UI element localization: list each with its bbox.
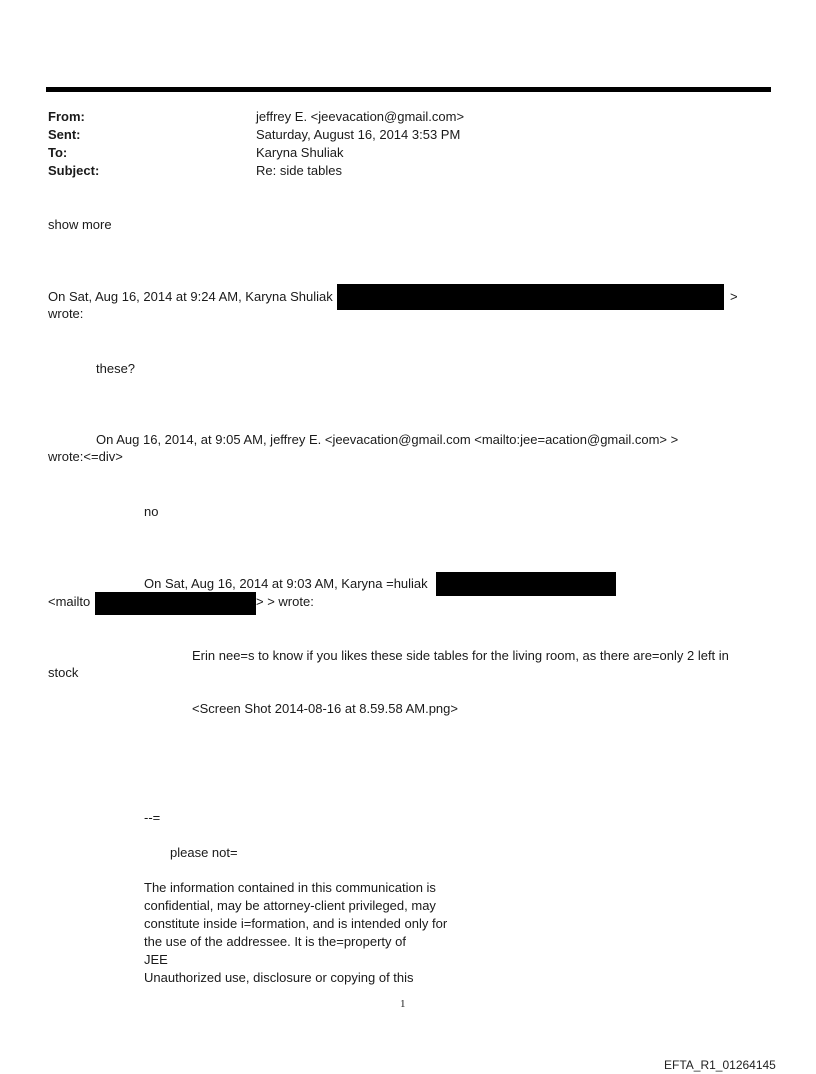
quote1-line2: wrote: (48, 306, 84, 321)
disclaimer-line: the use of the addressee. It is the=property of (144, 934, 406, 949)
page-number: 1 (400, 998, 406, 1010)
disclaimer-line: constitute inside i=formation, and is intended only for (144, 916, 448, 931)
redaction-block (436, 572, 616, 596)
to-value: Karyna Shuliak (256, 145, 344, 160)
disclaimer-line: confidential, may be attorney-client privileged, may (144, 898, 436, 913)
subject-label: Subject: (48, 163, 100, 178)
subject-value: Re: side tables (256, 163, 342, 178)
disclaimer-line: JEE (144, 952, 168, 967)
these-text: these? (96, 361, 136, 376)
quote3-wrote: > > wrote: (256, 594, 314, 609)
quote1-after: > (730, 289, 738, 304)
disclaimer-line: Unauthorized use, disclosure or copying of this (144, 970, 414, 985)
quote2-line1: On Aug 16, 2014, at 9:05 AM, jeffrey E. <jeevacation@gmail.com <mailto:jee=acation@gmail.com> > (96, 432, 679, 447)
document-id: EFTA_R1_01264145 (664, 1058, 776, 1072)
no-text: no (144, 504, 159, 519)
signature-dash: --= (144, 810, 161, 825)
header-rule (46, 87, 771, 92)
erin-line1: Erin nee=s to know if you likes these side tables for the living room, as there are=only 2 left in (192, 648, 729, 663)
to-label: To: (48, 145, 68, 160)
sent-label: Sent: (48, 127, 81, 142)
from-label: From: (48, 109, 85, 124)
quote3-line1: On Sat, Aug 16, 2014 at 9:03 AM, Karyna =huliak (144, 576, 428, 591)
redaction-block (337, 284, 724, 310)
from-value: jeffrey E. <jeevacation@gmail.com> (256, 109, 465, 124)
quote3-mailto: <mailto (48, 594, 91, 609)
quote2-line2: wrote:<=div> (48, 449, 123, 464)
quote1-line1: On Sat, Aug 16, 2014 at 9:24 AM, Karyna Shuliak (48, 289, 333, 304)
disclaimer-line: The information contained in this communication is (144, 880, 436, 895)
redaction-block (95, 592, 256, 615)
screenshot-attachment: <Screen Shot 2014-08-16 at 8.59.58 AM.png> (192, 701, 458, 716)
sent-value: Saturday, August 16, 2014 3:53 PM (256, 127, 461, 142)
show-more-text: show more (48, 217, 112, 232)
erin-line2: stock (48, 665, 79, 680)
please-note: please not= (170, 845, 238, 860)
